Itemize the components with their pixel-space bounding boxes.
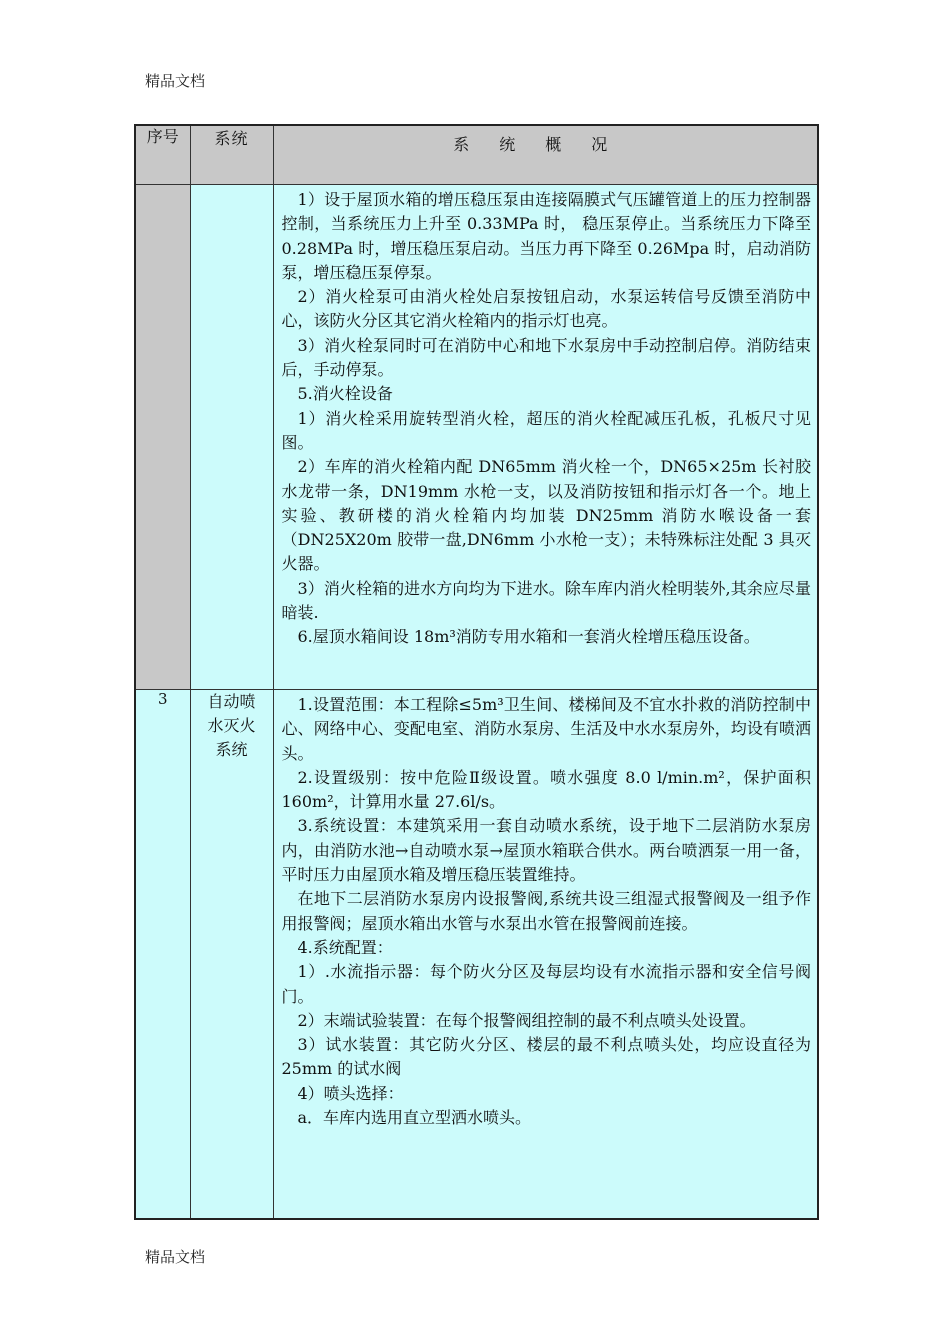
- header-system: 系统: [190, 125, 273, 185]
- paragraph: 3）消火栓泵同时可在消防中心和地下水泵房中手动控制启停。消防结束后，手动停泵。: [281, 335, 811, 380]
- footer-watermark: 精品文档: [145, 1248, 206, 1266]
- table-header-row: [135, 125, 818, 185]
- paragraph: 6.屋顶水箱间设 18m³消防专用水箱和一套消火栓增压稳压设备。: [297, 627, 760, 647]
- row-system: [190, 690, 273, 1220]
- paragraph: 3）试水装置：其它防火分区、楼层的最不利点喷头处，均应设直径为 25mm 的试水阀: [281, 1035, 811, 1079]
- paragraph: 2.设置级别：按中危险Ⅱ级设置。喷水强度 8.0 l/min.m²，保护面积 160m²，计算用水量 27.6l/s。: [281, 767, 811, 812]
- paragraph: 2）车库的消火栓箱内配 DN65mm 消火栓一个，DN65×25m 长衬胶水龙带一条，DN19mm 水枪一支，以及消防按钮和指示灯各一个。地上实验、教研楼的消火栓箱内均加装 DN25mm 消防水喉设备一套（DN25X20m 胶带一盘,DN6mm 小水枪一支）；未特殊标注处配 3 具灭火器。: [281, 457, 811, 574]
- header-seq: 序号: [135, 125, 190, 185]
- paragraph: 1）.水流指示器：每个防火分区及每层均设有水流指示器和安全信号阀门。: [281, 962, 811, 1006]
- system-line: 水灭火: [207, 716, 256, 735]
- paragraph: 3）消火栓箱的进水方向均为下进水。除车库内消火栓明装外,其余应尽量暗装.: [281, 578, 811, 623]
- paragraph: 4.系统配置：: [297, 937, 393, 957]
- row-number: 3: [135, 690, 190, 1220]
- row-overview: [273, 690, 818, 1220]
- paragraph: a．车库内选用直立型洒水喷头。: [297, 1108, 532, 1128]
- table-row: [135, 185, 818, 690]
- paragraph: 1）设于屋顶水箱的增压稳压泵由连接隔膜式气压罐管道上的压力控制器控制，当系统压力上升至 0.33MPa 时， 稳压泵停止。当系统压力下降至 0.28MPa 时，增压稳压泵启动。当压力再下降至 0.26Mpa 时，启动消防泵，增压稳压泵停泵。: [281, 190, 811, 282]
- header-overview: 系统概况: [273, 125, 818, 185]
- paragraph: 在地下二层消防水泵房内设报警阀,系统共设三组湿式报警阀及一组予作用报警阀；屋顶水箱出水管与水泵出水管在报警阀前连接。: [281, 889, 811, 933]
- paragraph: 2）消火栓泵可由消火栓处启泵按钮启动，水泵运转信号反馈至消防中心，该防火分区其它消火栓箱内的指示灯也亮。: [281, 287, 811, 331]
- table-row: [135, 690, 818, 1220]
- system-line: 自动喷: [207, 692, 256, 711]
- paragraph: 5.消火栓设备: [297, 384, 393, 404]
- row-number: [135, 185, 190, 690]
- paragraph: 3.系统设置：本建筑采用一套自动喷水系统，设于地下二层消防水泵房内，由消防水池→自动喷水泵→屋顶水箱联合供水。两台喷洒泵一用一备，平时压力由屋顶水箱及增压稳压装置维持。: [281, 816, 811, 885]
- paragraph: 2）末端试验装置：在每个报警阀组控制的最不利点喷头处设置。: [297, 1010, 756, 1030]
- row-system: [190, 185, 273, 690]
- row-overview: [273, 185, 818, 690]
- paragraph: 1）消火栓采用旋转型消火栓，超压的消火栓配减压孔板，孔板尺寸见图。: [281, 408, 811, 452]
- system-line: 系统: [215, 740, 248, 759]
- paragraph: 1.设置范围：本工程除≤5m³卫生间、楼梯间及不宜水扑救的消防控制中心、网络中心、变配电室、消防水泵房、生活及中水水泵房外，均设有喷洒头。: [281, 695, 811, 763]
- fire-system-table: [134, 124, 819, 1220]
- header-watermark: 精品文档: [145, 72, 206, 90]
- paragraph: 4）喷头选择：: [297, 1083, 404, 1103]
